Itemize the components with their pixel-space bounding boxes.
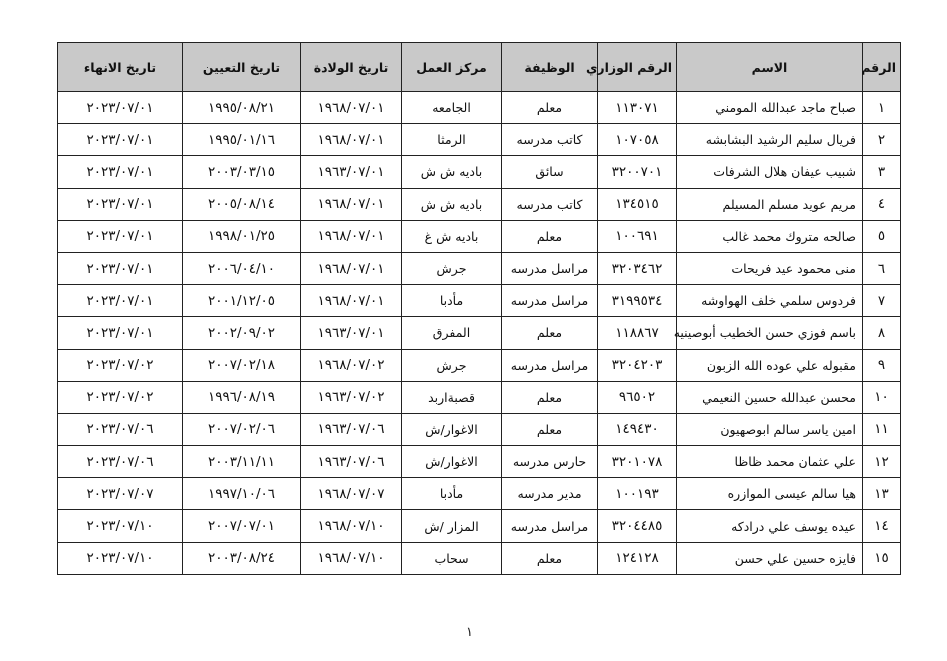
cell-seq: ٦ bbox=[863, 252, 901, 284]
cell-appointment-date: ١٩٩٥/٠٨/٢١ bbox=[183, 92, 301, 124]
cell-end-date: ٢٠٢٣/٠٧/٠٧ bbox=[58, 478, 183, 510]
table-row bbox=[58, 446, 901, 478]
cell-appointment-date: ١٩٩٧/١٠/٠٦ bbox=[183, 478, 301, 510]
cell-end-date: ٢٠٢٣/٠٧/٠١ bbox=[58, 156, 183, 188]
cell-birth-date: ١٩٦٣/٠٧/٠١ bbox=[301, 156, 402, 188]
cell-end-date: ٢٠٢٣/٠٧/٠١ bbox=[58, 252, 183, 284]
cell-job: معلم bbox=[502, 542, 598, 574]
cell-work-center: المفرق bbox=[402, 317, 502, 349]
table-row bbox=[58, 413, 901, 445]
header-job: الوظيفة bbox=[502, 43, 598, 92]
cell-ministry-no: ١٠٧٠٥٨ bbox=[598, 124, 677, 156]
cell-seq: ١ bbox=[863, 92, 901, 124]
table-row bbox=[58, 252, 901, 284]
cell-end-date: ٢٠٢٣/٠٧/٠١ bbox=[58, 220, 183, 252]
cell-birth-date: ١٩٦٣/٠٧/٠٢ bbox=[301, 381, 402, 413]
cell-work-center: سحاب bbox=[402, 542, 502, 574]
cell-work-center: باديه ش غ bbox=[402, 220, 502, 252]
cell-end-date: ٢٠٢٣/٠٧/٠١ bbox=[58, 285, 183, 317]
cell-seq: ٢ bbox=[863, 124, 901, 156]
cell-name: فايزه حسين علي حسن bbox=[677, 542, 863, 574]
cell-job: سائق bbox=[502, 156, 598, 188]
table-body bbox=[58, 92, 901, 575]
page-number: ١ bbox=[466, 625, 473, 640]
cell-end-date: ٢٠٢٣/٠٧/٠٢ bbox=[58, 349, 183, 381]
cell-birth-date: ١٩٦٨/٠٧/٠٢ bbox=[301, 349, 402, 381]
cell-ministry-no: ٣٢٠١٠٧٨ bbox=[598, 446, 677, 478]
cell-appointment-date: ٢٠٠٣/١١/١١ bbox=[183, 446, 301, 478]
header-end-date: تاريخ الانهاء bbox=[58, 43, 183, 92]
cell-work-center: الاغوار/ش bbox=[402, 413, 502, 445]
cell-work-center: الاغوار/ش bbox=[402, 446, 502, 478]
table-row bbox=[58, 381, 901, 413]
cell-job: مراسل مدرسه bbox=[502, 285, 598, 317]
cell-name: امين ياسر سالم ابوصهيون bbox=[677, 413, 863, 445]
cell-appointment-date: ١٩٩٨/٠١/٢٥ bbox=[183, 220, 301, 252]
table-row bbox=[58, 92, 901, 124]
cell-name: هيا سالم عيسى الموازره bbox=[677, 478, 863, 510]
cell-name: صباح ماجد عبدالله المومني bbox=[677, 92, 863, 124]
cell-name: مريم عويد مسلم المسيلم bbox=[677, 188, 863, 220]
cell-birth-date: ١٩٦٨/٠٧/١٠ bbox=[301, 542, 402, 574]
header-ministry-number: الرقم الوزاري bbox=[598, 43, 677, 92]
cell-end-date: ٢٠٢٣/٠٧/٠٦ bbox=[58, 446, 183, 478]
header-appointment-date: تاريخ التعيين bbox=[183, 43, 301, 92]
cell-ministry-no: ٣٢٠٤٤٨٥ bbox=[598, 510, 677, 542]
table-header-row bbox=[58, 43, 901, 92]
cell-name: محسن عبدالله حسين النعيمي bbox=[677, 381, 863, 413]
cell-end-date: ٢٠٢٣/٠٧/٠٦ bbox=[58, 413, 183, 445]
cell-work-center: الرمثا bbox=[402, 124, 502, 156]
cell-seq: ١٤ bbox=[863, 510, 901, 542]
cell-ministry-no: ٣٢٠٣٤٦٢ bbox=[598, 252, 677, 284]
cell-appointment-date: ١٩٩٦/٠٨/١٩ bbox=[183, 381, 301, 413]
cell-name: علي عثمان محمد ظاظا bbox=[677, 446, 863, 478]
employees-table bbox=[57, 42, 901, 575]
cell-ministry-no: ١٢٤١٢٨ bbox=[598, 542, 677, 574]
cell-name: فريال سليم الرشيد البشابشه bbox=[677, 124, 863, 156]
cell-job: مدير مدرسه bbox=[502, 478, 598, 510]
cell-end-date: ٢٠٢٣/٠٧/٠٢ bbox=[58, 381, 183, 413]
cell-ministry-no: ١١٨٨٦٧ bbox=[598, 317, 677, 349]
cell-seq: ٤ bbox=[863, 188, 901, 220]
table-row bbox=[58, 317, 901, 349]
cell-birth-date: ١٩٦٨/٠٧/٠١ bbox=[301, 285, 402, 317]
cell-birth-date: ١٩٦٨/٠٧/٠١ bbox=[301, 188, 402, 220]
cell-birth-date: ١٩٦٨/٠٧/٠٧ bbox=[301, 478, 402, 510]
table-row bbox=[58, 188, 901, 220]
cell-job: معلم bbox=[502, 92, 598, 124]
cell-appointment-date: ٢٠٠٦/٠٤/١٠ bbox=[183, 252, 301, 284]
cell-work-center: مأدبا bbox=[402, 285, 502, 317]
cell-work-center: المزار /ش bbox=[402, 510, 502, 542]
cell-appointment-date: ٢٠٠١/١٢/٠٥ bbox=[183, 285, 301, 317]
cell-end-date: ٢٠٢٣/٠٧/٠١ bbox=[58, 188, 183, 220]
cell-job: كاتب مدرسه bbox=[502, 124, 598, 156]
cell-appointment-date: ٢٠٠٧/٠٧/٠١ bbox=[183, 510, 301, 542]
cell-seq: ٧ bbox=[863, 285, 901, 317]
cell-appointment-date: ٢٠٠٣/٠٨/٢٤ bbox=[183, 542, 301, 574]
cell-job: معلم bbox=[502, 220, 598, 252]
cell-birth-date: ١٩٦٣/٠٧/٠١ bbox=[301, 317, 402, 349]
table-row bbox=[58, 478, 901, 510]
table-row bbox=[58, 124, 901, 156]
cell-job: معلم bbox=[502, 413, 598, 445]
cell-name: شبيب عيفان هلال الشرفات bbox=[677, 156, 863, 188]
table-row bbox=[58, 349, 901, 381]
cell-job: معلم bbox=[502, 317, 598, 349]
cell-birth-date: ١٩٦٨/٠٧/٠١ bbox=[301, 252, 402, 284]
cell-ministry-no: ٣٢٠٤٢٠٣ bbox=[598, 349, 677, 381]
cell-end-date: ٢٠٢٣/٠٧/٠١ bbox=[58, 317, 183, 349]
cell-job: مراسل مدرسه bbox=[502, 349, 598, 381]
cell-name: باسم فوزي حسن الخطيب أبوصينيه bbox=[677, 317, 863, 349]
cell-ministry-no: ١١٣٠٧١ bbox=[598, 92, 677, 124]
cell-ministry-no: ١٠٠١٩٣ bbox=[598, 478, 677, 510]
cell-seq: ١٥ bbox=[863, 542, 901, 574]
cell-ministry-no: ٣٢٠٠٧٠١ bbox=[598, 156, 677, 188]
cell-seq: ٩ bbox=[863, 349, 901, 381]
cell-name: صالحه متروك محمد غالب bbox=[677, 220, 863, 252]
cell-ministry-no: ٣١٩٩٥٣٤ bbox=[598, 285, 677, 317]
cell-birth-date: ١٩٦٣/٠٧/٠٦ bbox=[301, 413, 402, 445]
cell-end-date: ٢٠٢٣/٠٧/١٠ bbox=[58, 542, 183, 574]
cell-appointment-date: ٢٠٠٢/٠٩/٠٢ bbox=[183, 317, 301, 349]
cell-birth-date: ١٩٦٨/٠٧/٠١ bbox=[301, 220, 402, 252]
cell-appointment-date: ٢٠٠٧/٠٢/١٨ bbox=[183, 349, 301, 381]
table-row bbox=[58, 156, 901, 188]
cell-appointment-date: ٢٠٠٣/٠٣/١٥ bbox=[183, 156, 301, 188]
table-row bbox=[58, 510, 901, 542]
cell-birth-date: ١٩٦٨/٠٧/٠١ bbox=[301, 124, 402, 156]
cell-seq: ١٣ bbox=[863, 478, 901, 510]
cell-job: مراسل مدرسه bbox=[502, 510, 598, 542]
cell-seq: ٨ bbox=[863, 317, 901, 349]
cell-appointment-date: ١٩٩٥/٠١/١٦ bbox=[183, 124, 301, 156]
cell-work-center: مأدبا bbox=[402, 478, 502, 510]
cell-seq: ٥ bbox=[863, 220, 901, 252]
cell-work-center: قصبةاربد bbox=[402, 381, 502, 413]
cell-job: حارس مدرسه bbox=[502, 446, 598, 478]
table-row bbox=[58, 285, 901, 317]
cell-job: كاتب مدرسه bbox=[502, 188, 598, 220]
cell-name: مقبوله علي عوده الله الزبون bbox=[677, 349, 863, 381]
cell-birth-date: ١٩٦٣/٠٧/٠٦ bbox=[301, 446, 402, 478]
cell-job: مراسل مدرسه bbox=[502, 252, 598, 284]
cell-seq: ٣ bbox=[863, 156, 901, 188]
cell-end-date: ٢٠٢٣/٠٧/١٠ bbox=[58, 510, 183, 542]
cell-work-center: باديه ش ش bbox=[402, 156, 502, 188]
cell-ministry-no: ١٣٤٥١٥ bbox=[598, 188, 677, 220]
cell-work-center: جرش bbox=[402, 252, 502, 284]
cell-end-date: ٢٠٢٣/٠٧/٠١ bbox=[58, 124, 183, 156]
cell-end-date: ٢٠٢٣/٠٧/٠١ bbox=[58, 92, 183, 124]
header-work-center: مركز العمل bbox=[402, 43, 502, 92]
cell-name: فردوس سلمي خلف الهواوشه bbox=[677, 285, 863, 317]
cell-appointment-date: ٢٠٠٧/٠٢/٠٦ bbox=[183, 413, 301, 445]
cell-seq: ١١ bbox=[863, 413, 901, 445]
table-row bbox=[58, 542, 901, 574]
cell-name: عيده يوسف علي درادكه bbox=[677, 510, 863, 542]
cell-name: منى محمود عيد فريحات bbox=[677, 252, 863, 284]
cell-birth-date: ١٩٦٨/٠٧/١٠ bbox=[301, 510, 402, 542]
header-seq: الرقم bbox=[863, 43, 901, 92]
header-name: الاسم bbox=[677, 43, 863, 92]
cell-ministry-no: ٩٦٥٠٢ bbox=[598, 381, 677, 413]
cell-appointment-date: ٢٠٠٥/٠٨/١٤ bbox=[183, 188, 301, 220]
header-birth-date: تاريخ الولادة bbox=[301, 43, 402, 92]
cell-work-center: الجامعه bbox=[402, 92, 502, 124]
cell-seq: ١٠ bbox=[863, 381, 901, 413]
cell-ministry-no: ١٤٩٤٣٠ bbox=[598, 413, 677, 445]
cell-seq: ١٢ bbox=[863, 446, 901, 478]
cell-ministry-no: ١٠٠٦٩١ bbox=[598, 220, 677, 252]
table-row bbox=[58, 220, 901, 252]
cell-birth-date: ١٩٦٨/٠٧/٠١ bbox=[301, 92, 402, 124]
cell-work-center: باديه ش ش bbox=[402, 188, 502, 220]
cell-work-center: جرش bbox=[402, 349, 502, 381]
cell-job: معلم bbox=[502, 381, 598, 413]
